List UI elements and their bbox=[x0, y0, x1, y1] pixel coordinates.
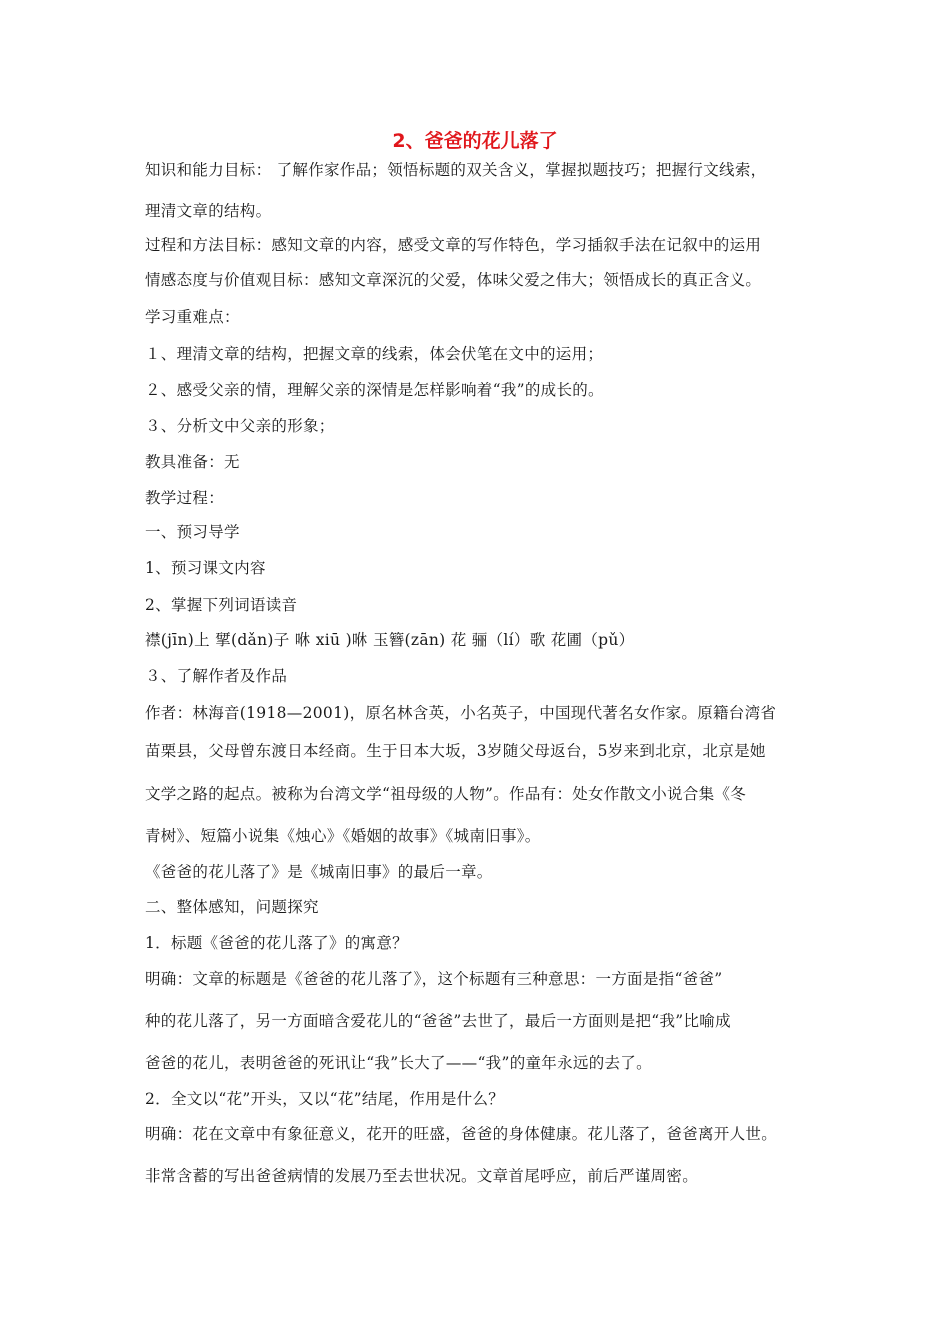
text-line: 非常含蓄的写出爸爸病情的发展乃至去世状况。文章首尾呼应，前后严谨周密。 bbox=[145, 1167, 699, 1185]
text-line: 苗栗县，父母曾东渡日本经商。生于日本大坂，3岁随父母返台，5岁来到北京，北京是她 bbox=[145, 742, 766, 760]
text-line: 一、预习导学 bbox=[145, 523, 240, 541]
text-line: ３、了解作者及作品 bbox=[145, 667, 288, 685]
text-line: 明确：花在文章中有象征意义，花开的旺盛，爸爸的身体健康。花儿落了，爸爸离开人世。 bbox=[145, 1125, 778, 1143]
text-line: 种的花儿落了，另一方面暗含爱花儿的“爸爸”去世了，最后一方面则是把“我”比喻成 bbox=[145, 1012, 731, 1030]
text-line: 1．标题《爸爸的花儿落了》的寓意？ bbox=[145, 934, 408, 952]
text-line: 过程和方法目标：感知文章的内容，感受文章的写作特色，学习插叙手法在记叙中的运用 bbox=[145, 236, 762, 254]
text-line: 教学过程： bbox=[145, 489, 225, 507]
text-line: 2、掌握下列词语读音 bbox=[145, 596, 298, 614]
text-line: 学习重难点： bbox=[145, 308, 240, 326]
text-line: 爸爸的花儿，表明爸爸的死讯让“我”长大了——“我”的童年永远的去了。 bbox=[145, 1054, 652, 1072]
text-line: 2．全文以“花”开头，又以“花”结尾，作用是什么？ bbox=[145, 1090, 505, 1108]
text-line: 理清文章的结构。 bbox=[145, 202, 272, 220]
text-line: 明确：文章的标题是《爸爸的花儿落了》，这个标题有三种意思：一方面是指“爸爸” bbox=[145, 970, 723, 988]
text-line: 文学之路的起点。被称为台湾文学“祖母级的人物”。作品有：处女作散文小说合集《冬 bbox=[145, 785, 747, 803]
text-line: 襟(jīn)上 揅(dǎn)子 咻 xiū )咻 玉簪(zān) 花 骊（lí）歌 花圃（pǔ） bbox=[145, 631, 635, 649]
text-line: 1、预习课文内容 bbox=[145, 559, 266, 577]
text-line: 青树》、短篇小说集《烛心》《婚姻的故事》《城南旧事》。 bbox=[145, 827, 541, 845]
text-line: ３、分析文中父亲的形象； bbox=[145, 417, 335, 435]
text-line: 《爸爸的花儿落了》是《城南旧事》的最后一章。 bbox=[145, 863, 493, 881]
text-line: ２、感受父亲的情，理解父亲的深情是怎样影响着“我”的成长的。 bbox=[145, 381, 604, 399]
text-line: 知识和能力目标： 了解作家作品；领悟标题的双关含义，掌握拟题技巧；把握行文线索， bbox=[145, 161, 767, 179]
text-line: 情感态度与价值观目标：感知文章深沉的父爱，体味父爱之伟大；领悟成长的真正含义。 bbox=[145, 271, 762, 289]
text-line: 教具准备：无 bbox=[145, 453, 240, 471]
text-line: 作者：林海音(1918—2001)，原名林含英，小名英子，中国现代著名女作家。原籍台湾省 bbox=[145, 704, 777, 722]
text-line: １、理清文章的结构，把握文章的线索，体会伏笔在文中的运用； bbox=[145, 345, 604, 363]
text-line: 二、整体感知，问题探究 bbox=[145, 898, 319, 916]
document-title: 2、爸爸的花儿落了 bbox=[392, 130, 558, 152]
